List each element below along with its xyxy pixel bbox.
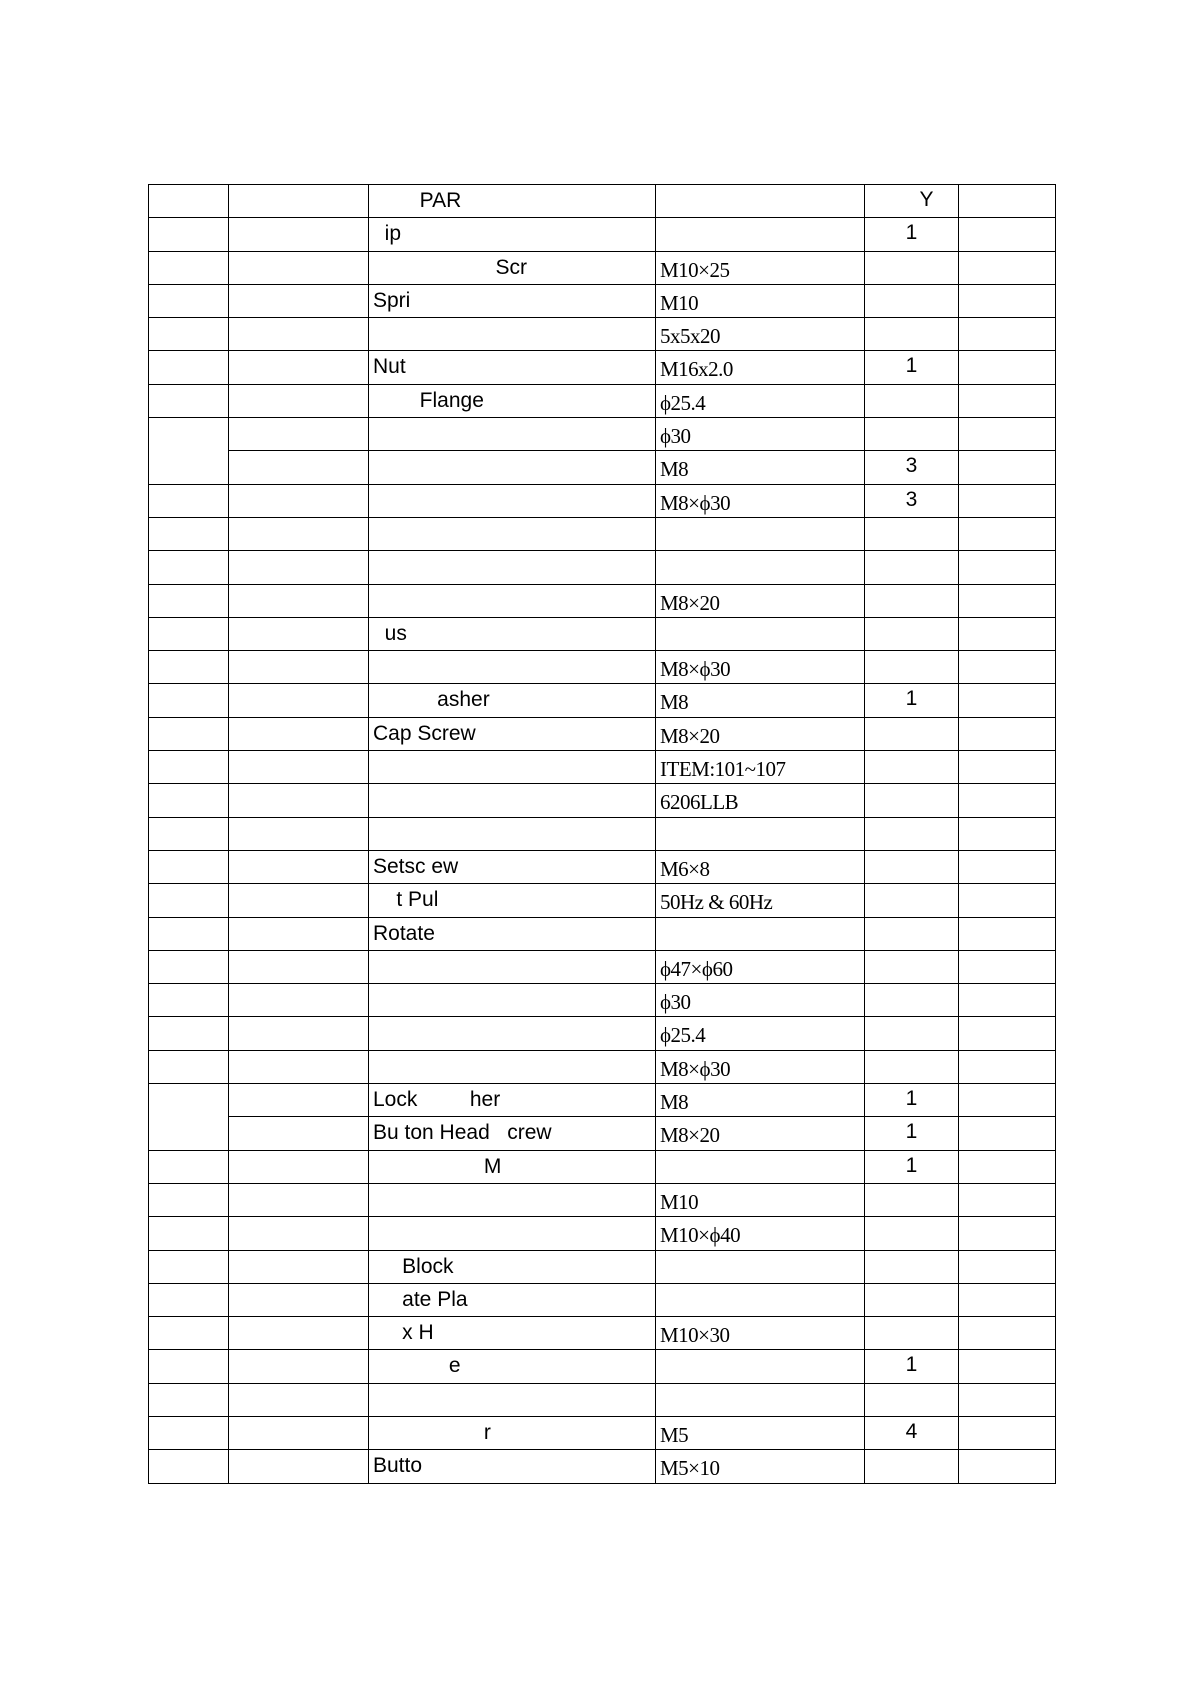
remarks-cell <box>959 617 1056 650</box>
quantity-cell <box>865 1283 959 1316</box>
remarks-cell <box>959 384 1056 417</box>
part-name-cell: Setsc ew <box>369 850 656 883</box>
part-number-cell <box>229 717 369 750</box>
quantity-cell <box>865 884 959 917</box>
part-number-cell <box>229 218 369 251</box>
no-cell <box>149 717 229 750</box>
part-name-cell <box>369 551 656 584</box>
specification-cell: M10×ϕ40 <box>656 1217 865 1250</box>
remarks-cell <box>959 451 1056 484</box>
part-name-cell: asher <box>369 684 656 717</box>
no-cell <box>149 651 229 684</box>
no-cell <box>149 1250 229 1283</box>
quantity-cell: 1 <box>865 1084 959 1117</box>
no-cell <box>149 1217 229 1250</box>
part-name-cell: Spri <box>369 284 656 317</box>
remarks-cell <box>959 1450 1056 1483</box>
parts-table-body <box>149 185 1056 1484</box>
quantity-cell: 1 <box>865 351 959 384</box>
part-name-cell: Lock her <box>369 1084 656 1117</box>
no-cell <box>149 218 229 251</box>
part-number-cell <box>229 651 369 684</box>
part-name-cell <box>369 1017 656 1050</box>
part-number-cell <box>229 584 369 617</box>
quantity-cell <box>865 617 959 650</box>
quantity-cell <box>865 1250 959 1283</box>
quantity-cell: 1 <box>865 218 959 251</box>
quantity-cell: 3 <box>865 451 959 484</box>
specification-cell <box>656 551 865 584</box>
no-cell <box>149 551 229 584</box>
no-cell <box>149 950 229 983</box>
remarks-cell <box>959 1150 1056 1183</box>
part-number-cell <box>229 1183 369 1216</box>
part-name-cell <box>369 784 656 817</box>
part-number-cell <box>229 1350 369 1383</box>
part-name-cell <box>369 1383 656 1416</box>
no-cell <box>149 617 229 650</box>
no-cell <box>149 984 229 1017</box>
remarks-cell <box>959 817 1056 850</box>
remarks-cell <box>959 850 1056 883</box>
part-number-cell <box>229 1283 369 1316</box>
quantity-cell <box>865 1050 959 1083</box>
no-cell <box>149 418 229 485</box>
no-cell <box>149 1017 229 1050</box>
specification-cell: M10×30 <box>656 1317 865 1350</box>
part-name-cell <box>369 651 656 684</box>
part-name-cell: t Pul <box>369 884 656 917</box>
part-number-cell <box>229 284 369 317</box>
table-row <box>149 684 1056 717</box>
table-row <box>149 751 1056 784</box>
table-row <box>149 1217 1056 1250</box>
table-row <box>149 551 1056 584</box>
quantity-cell <box>865 1183 959 1216</box>
part-name-cell <box>369 1050 656 1083</box>
quantity-cell <box>865 751 959 784</box>
part-name-cell <box>369 451 656 484</box>
no-cell <box>149 1084 229 1151</box>
part-number-cell <box>229 418 369 451</box>
table-row <box>149 984 1056 1017</box>
quantity-cell <box>865 1450 959 1483</box>
no-cell <box>149 484 229 517</box>
part-number-cell <box>229 917 369 950</box>
specification-cell: M8×20 <box>656 717 865 750</box>
part-number-cell <box>229 251 369 284</box>
no-cell <box>149 1450 229 1483</box>
quantity-cell <box>865 384 959 417</box>
specification-cell <box>656 1250 865 1283</box>
specification-cell <box>656 1150 865 1183</box>
part-number-cell <box>229 950 369 983</box>
remarks-cell <box>959 318 1056 351</box>
no-cell <box>149 1183 229 1216</box>
table-row <box>149 950 1056 983</box>
remarks-cell <box>959 950 1056 983</box>
no-cell <box>149 1383 229 1416</box>
remarks-cell <box>959 1183 1056 1216</box>
specification-cell: ϕ47×ϕ60 <box>656 950 865 983</box>
remarks-cell <box>959 1250 1056 1283</box>
table-row <box>149 284 1056 317</box>
remarks-cell <box>959 251 1056 284</box>
no-cell <box>149 1150 229 1183</box>
quantity-cell <box>865 717 959 750</box>
specification-cell <box>656 1283 865 1316</box>
remarks-cell <box>959 1283 1056 1316</box>
remarks-cell <box>959 1050 1056 1083</box>
specification-cell: M10×25 <box>656 251 865 284</box>
specification-cell: M10 <box>656 1183 865 1216</box>
no-cell <box>149 884 229 917</box>
part-number-cell <box>229 185 369 218</box>
part-number-cell <box>229 318 369 351</box>
quantity-cell: 1 <box>865 1150 959 1183</box>
parts-list-table <box>148 184 1056 1484</box>
table-row <box>149 218 1056 251</box>
part-number-cell <box>229 1217 369 1250</box>
part-number-cell <box>229 617 369 650</box>
specification-cell <box>656 617 865 650</box>
part-number-cell <box>229 351 369 384</box>
remarks-cell <box>959 751 1056 784</box>
no-cell <box>149 1317 229 1350</box>
part-number-cell <box>229 1450 369 1483</box>
remarks-cell <box>959 884 1056 917</box>
table-row <box>149 717 1056 750</box>
remarks-cell <box>959 351 1056 384</box>
specification-cell <box>656 1350 865 1383</box>
part-name-cell <box>369 950 656 983</box>
part-name-cell: Cap Screw <box>369 717 656 750</box>
no-cell <box>149 684 229 717</box>
no-cell <box>149 284 229 317</box>
remarks-cell <box>959 1217 1056 1250</box>
no-cell <box>149 351 229 384</box>
part-number-cell <box>229 1250 369 1283</box>
table-row <box>149 1350 1056 1383</box>
part-name-cell: PAR <box>369 185 656 218</box>
specification-cell <box>656 517 865 550</box>
table-row <box>149 850 1056 883</box>
specification-cell: M8×20 <box>656 584 865 617</box>
table-row <box>149 651 1056 684</box>
quantity-cell: 1 <box>865 684 959 717</box>
no-cell <box>149 584 229 617</box>
part-number-cell <box>229 1117 369 1150</box>
remarks-cell <box>959 1117 1056 1150</box>
part-name-cell: x H <box>369 1317 656 1350</box>
specification-cell: M6×8 <box>656 850 865 883</box>
no-cell <box>149 185 229 218</box>
part-number-cell <box>229 751 369 784</box>
part-number-cell <box>229 850 369 883</box>
quantity-cell <box>865 251 959 284</box>
specification-cell: ϕ25.4 <box>656 1017 865 1050</box>
no-cell <box>149 917 229 950</box>
part-name-cell: Rotate <box>369 917 656 950</box>
part-number-cell <box>229 684 369 717</box>
specification-cell: M16x2.0 <box>656 351 865 384</box>
quantity-cell <box>865 917 959 950</box>
specification-cell <box>656 817 865 850</box>
part-name-cell: Block <box>369 1250 656 1283</box>
quantity-cell: 4 <box>865 1416 959 1449</box>
specification-cell: ϕ30 <box>656 418 865 451</box>
part-name-cell: M <box>369 1150 656 1183</box>
remarks-cell <box>959 1017 1056 1050</box>
quantity-cell <box>865 850 959 883</box>
part-number-cell <box>229 817 369 850</box>
quantity-cell <box>865 418 959 451</box>
part-name-cell: r <box>369 1416 656 1449</box>
no-cell <box>149 1283 229 1316</box>
no-cell <box>149 850 229 883</box>
table-row <box>149 1017 1056 1050</box>
part-number-cell <box>229 1084 369 1117</box>
specification-cell: M8×20 <box>656 1117 865 1150</box>
part-number-cell <box>229 551 369 584</box>
quantity-cell <box>865 284 959 317</box>
part-name-cell <box>369 751 656 784</box>
table-row <box>149 584 1056 617</box>
remarks-cell <box>959 484 1056 517</box>
table-row <box>149 517 1056 550</box>
table-row <box>149 251 1056 284</box>
part-name-cell <box>369 984 656 1017</box>
remarks-cell <box>959 984 1056 1017</box>
part-name-cell <box>369 1183 656 1216</box>
part-name-cell: Scr <box>369 251 656 284</box>
part-number-cell <box>229 1150 369 1183</box>
no-cell <box>149 1050 229 1083</box>
quantity-cell: 3 <box>865 484 959 517</box>
specification-cell: ITEM:101~107 <box>656 751 865 784</box>
part-number-cell <box>229 1317 369 1350</box>
quantity-cell <box>865 517 959 550</box>
table-row <box>149 1317 1056 1350</box>
part-number-cell <box>229 484 369 517</box>
part-number-cell <box>229 384 369 417</box>
table-row <box>149 451 1056 484</box>
part-number-cell <box>229 1383 369 1416</box>
no-cell <box>149 1416 229 1449</box>
specification-cell: ϕ25.4 <box>656 384 865 417</box>
quantity-cell <box>865 651 959 684</box>
part-name-cell: e <box>369 1350 656 1383</box>
table-row <box>149 1250 1056 1283</box>
quantity-cell <box>865 1217 959 1250</box>
remarks-cell <box>959 917 1056 950</box>
specification-cell: M8×ϕ30 <box>656 1050 865 1083</box>
part-name-cell <box>369 817 656 850</box>
table-row <box>149 784 1056 817</box>
remarks-cell <box>959 517 1056 550</box>
table-row <box>149 418 1056 451</box>
table-row <box>149 1183 1056 1216</box>
quantity-cell <box>865 551 959 584</box>
part-number-cell <box>229 517 369 550</box>
part-name-cell: us <box>369 617 656 650</box>
no-cell <box>149 517 229 550</box>
specification-cell: 5x5x20 <box>656 318 865 351</box>
remarks-cell <box>959 185 1056 218</box>
remarks-cell <box>959 684 1056 717</box>
remarks-cell <box>959 651 1056 684</box>
part-name-cell <box>369 1217 656 1250</box>
part-number-cell <box>229 784 369 817</box>
part-name-cell <box>369 484 656 517</box>
no-cell <box>149 751 229 784</box>
remarks-cell <box>959 284 1056 317</box>
part-name-cell: ip <box>369 218 656 251</box>
table-row <box>149 484 1056 517</box>
no-cell <box>149 817 229 850</box>
part-number-cell <box>229 451 369 484</box>
no-cell <box>149 318 229 351</box>
quantity-cell <box>865 1383 959 1416</box>
specification-cell: M8 <box>656 1084 865 1117</box>
part-name-cell: Butto <box>369 1450 656 1483</box>
part-name-cell: ate Pla <box>369 1283 656 1316</box>
remarks-cell <box>959 1383 1056 1416</box>
part-name-cell <box>369 584 656 617</box>
table-row <box>149 617 1056 650</box>
quantity-cell <box>865 817 959 850</box>
table-row <box>149 1150 1056 1183</box>
part-name-cell: Flange <box>369 384 656 417</box>
table-row <box>149 917 1056 950</box>
table-row <box>149 1450 1056 1483</box>
part-name-cell: Nut <box>369 351 656 384</box>
part-number-cell <box>229 1017 369 1050</box>
part-number-cell <box>229 884 369 917</box>
table-row <box>149 1383 1056 1416</box>
table-row <box>149 817 1056 850</box>
specification-cell: M10 <box>656 284 865 317</box>
quantity-cell <box>865 984 959 1017</box>
specification-cell: M8 <box>656 684 865 717</box>
specification-cell <box>656 917 865 950</box>
quantity-cell: Y <box>865 185 959 218</box>
remarks-cell <box>959 1084 1056 1117</box>
specification-cell: M5×10 <box>656 1450 865 1483</box>
no-cell <box>149 1350 229 1383</box>
table-row <box>149 1084 1056 1117</box>
table-row <box>149 884 1056 917</box>
quantity-cell <box>865 950 959 983</box>
quantity-cell <box>865 1017 959 1050</box>
part-number-cell <box>229 984 369 1017</box>
table-row <box>149 1283 1056 1316</box>
part-name-cell <box>369 418 656 451</box>
table-row <box>149 1117 1056 1150</box>
table-row <box>149 1050 1056 1083</box>
specification-cell <box>656 218 865 251</box>
remarks-cell <box>959 1317 1056 1350</box>
specification-cell: M8 <box>656 451 865 484</box>
quantity-cell <box>865 584 959 617</box>
table-row <box>149 351 1056 384</box>
no-cell <box>149 251 229 284</box>
table-header-row <box>149 185 1056 218</box>
specification-cell <box>656 1383 865 1416</box>
remarks-cell <box>959 218 1056 251</box>
specification-cell: 50Hz & 60Hz <box>656 884 865 917</box>
remarks-cell <box>959 418 1056 451</box>
no-cell <box>149 384 229 417</box>
remarks-cell <box>959 717 1056 750</box>
remarks-cell <box>959 784 1056 817</box>
quantity-cell: 1 <box>865 1350 959 1383</box>
specification-cell: M5 <box>656 1416 865 1449</box>
specification-cell: ϕ30 <box>656 984 865 1017</box>
specification-cell <box>656 185 865 218</box>
quantity-cell: 1 <box>865 1117 959 1150</box>
table-row <box>149 318 1056 351</box>
specification-cell: M8×ϕ30 <box>656 651 865 684</box>
remarks-cell <box>959 584 1056 617</box>
part-number-cell <box>229 1416 369 1449</box>
table-row <box>149 384 1056 417</box>
part-number-cell <box>229 1050 369 1083</box>
remarks-cell <box>959 1350 1056 1383</box>
no-cell <box>149 784 229 817</box>
remarks-cell <box>959 551 1056 584</box>
quantity-cell <box>865 784 959 817</box>
part-name-cell <box>369 318 656 351</box>
part-name-cell: Bu ton Head crew <box>369 1117 656 1150</box>
part-name-cell <box>369 517 656 550</box>
table-row <box>149 1416 1056 1449</box>
specification-cell: M8×ϕ30 <box>656 484 865 517</box>
remarks-cell <box>959 1416 1056 1449</box>
quantity-cell <box>865 318 959 351</box>
quantity-cell <box>865 1317 959 1350</box>
specification-cell: 6206LLB <box>656 784 865 817</box>
